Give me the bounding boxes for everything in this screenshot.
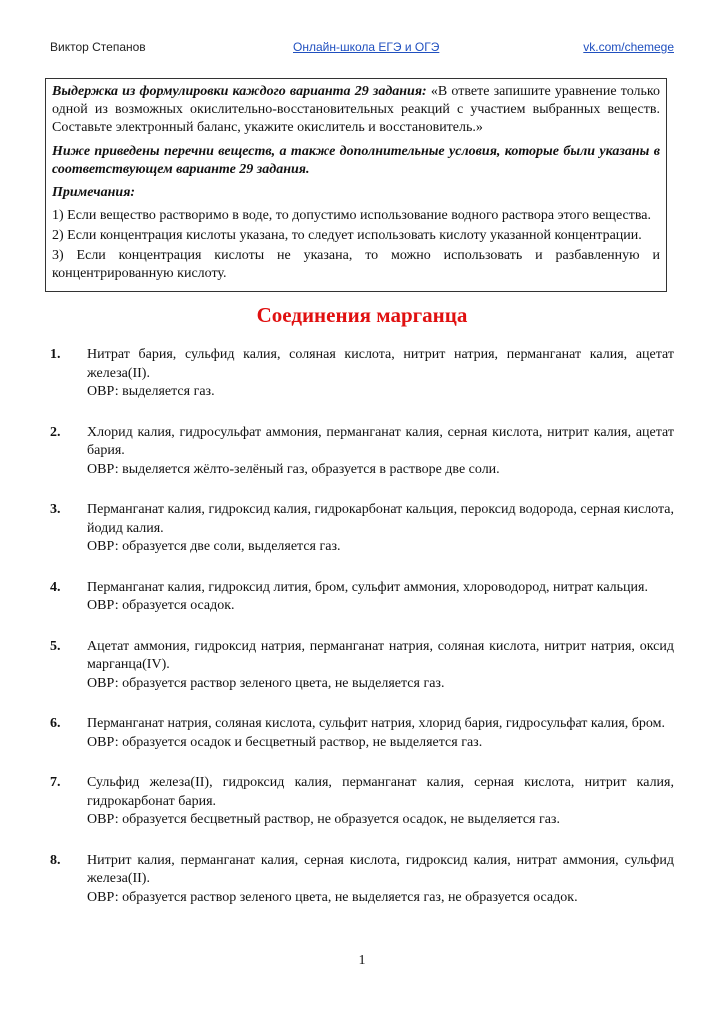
task-item [50,501,674,557]
task-condition: ОВР: выделяется газ. [87,384,215,399]
note-item: 2) Если концентрация кислоты указана, то следует использовать кислоту указанной концентрации. [52,228,642,243]
task-item [50,346,674,402]
notes-title: Примечания: [52,185,136,200]
task-text: Хлорид калия, гидросульфат аммония, перманганат калия, серная кислота, нитрит калия, ацетат бария. [87,424,674,458]
task-condition: ОВР: образуется бесцветный раствор, не образуется осадок, не выделяется газ. [87,812,560,827]
note-item: 3) Если концентрация кислоты не указана, то можно использовать и разбавленную и концентрированную кислоту. [52,248,660,281]
task-number: 5. [50,638,61,654]
task-item [50,579,674,616]
vk-link[interactable]: vk.com/chemege [583,40,674,54]
task-number: 1. [50,347,61,362]
section-title: Соединения марганца [256,303,468,327]
lists-note: Ниже приведены перечни веществ, а также дополнительные условия, которые были указаны в соответствующем варианте 29 задания. [52,144,660,177]
task-item [50,638,674,694]
task-text: Нитрит калия, перманганат калия, серная кислота, гидроксид калия, нитрат аммония, сульфид железа(II). [87,852,674,886]
task-text: Перманганат калия, гидроксид лития, бром, сульфит аммония, хлороводород, нитрат кальция. [87,579,648,595]
task-list [50,346,674,929]
task-number: 4. [50,579,61,595]
author-name: Виктор Степанов [50,40,146,54]
task-condition: ОВР: выделяется жёлто-зелёный газ, образуется в растворе две соли. [87,461,500,477]
task-condition: ОВР: образуется осадок. [87,598,235,613]
task-condition: ОВР: образуется осадок и бесцветный раствор, не выделяется газ. [87,734,483,750]
task-number: 7. [50,775,61,790]
intro-box [45,78,667,292]
excerpt-text: «В ответе запишите уравнение только одной из возможных окислительно-восстановительных реакций с участием выбранных веществ. Составьте электронный баланс, укажите окислитель и восстановитель.» [52,84,661,135]
task-item [50,424,674,480]
task-number: 8. [50,852,61,868]
note-item: 1) Если вещество растворимо в воде, то допустимо использование водного раствора этого вещества. [52,208,651,223]
task-text: Перманганат натрия, соляная кислота, сульфит натрия, хлорид бария, гидросульфат калия, бром. [87,716,665,731]
task-condition: ОВР: образуется раствор зеленого цвета, не выделяется газ, не образуется осадок. [87,889,578,905]
task-number: 3. [50,502,61,517]
task-text: Нитрат бария, сульфид калия, соляная кислота, нитрит натрия, перманганат калия, ацетат железа(II). [87,347,674,381]
excerpt-label: Выдержка из формулировки каждого варианта 29 задания: [52,84,427,99]
task-item [50,852,674,908]
task-condition: ОВР: образуется две соли, выделяется газ. [87,539,341,554]
school-link[interactable]: Онлайн-школа ЕГЭ и ОГЭ [293,40,440,54]
task-condition: ОВР: образуется раствор зеленого цвета, не выделяется газ. [87,675,445,691]
page-number: 1 [358,953,366,968]
excerpt-paragraph [52,83,660,137]
task-text: Ацетат аммония, гидроксид натрия, перманганат натрия, соляная кислота, нитрит натрия, оксид марганца(IV). [87,638,674,672]
task-text: Перманганат калия, гидроксид калия, гидрокарбонат кальция, пероксид водорода, серная кислота, йодид калия. [87,502,674,536]
task-item [50,715,674,752]
task-number: 2. [50,424,61,440]
page-header [50,40,674,58]
task-text: Сульфид железа(II), гидроксид калия, перманганат калия, серная кислота, нитрит калия, гидрокарбонат бария. [87,775,674,809]
task-item [50,774,674,830]
task-number: 6. [50,716,61,731]
